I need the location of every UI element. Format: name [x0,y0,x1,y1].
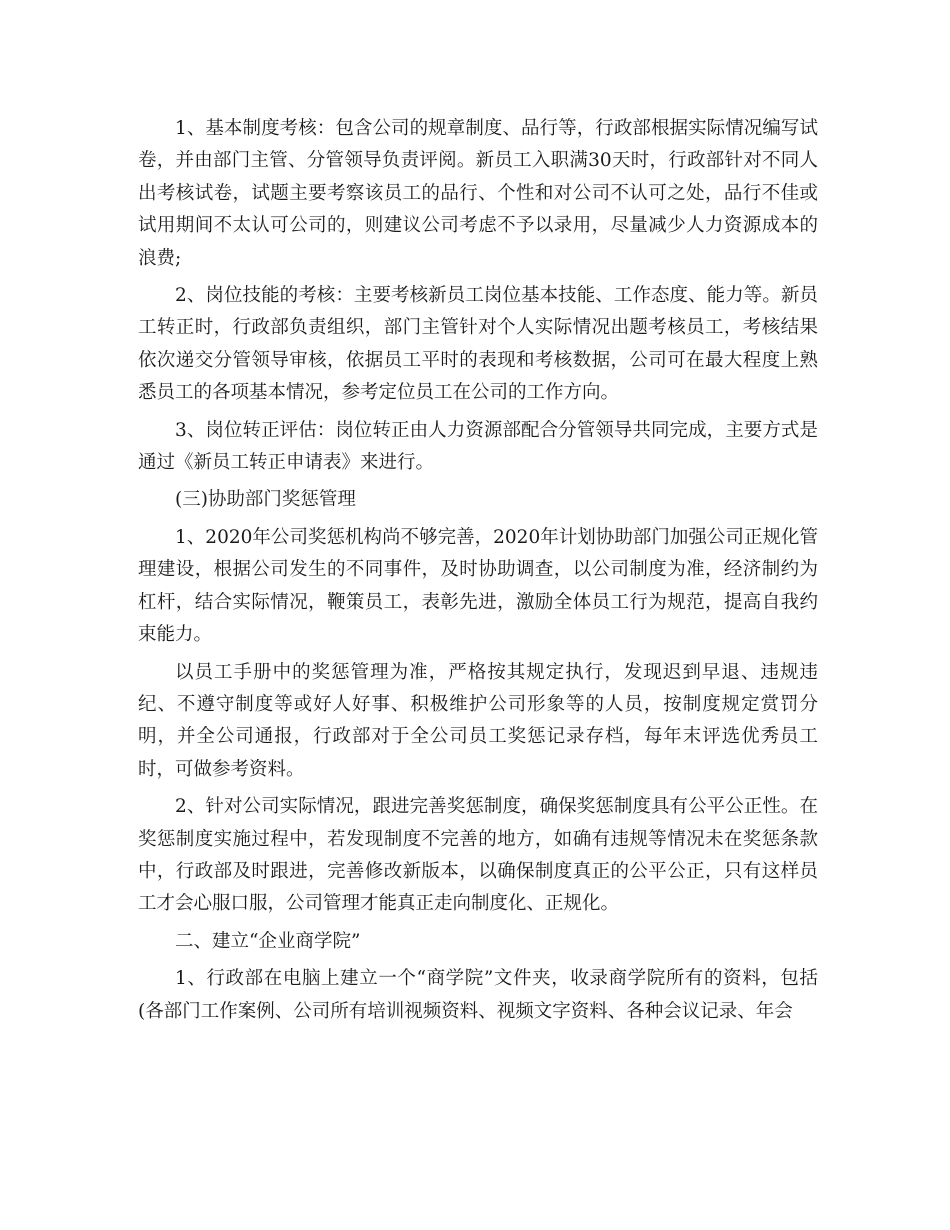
paragraph-basic-system-assessment: 1、基本制度考核：包含公司的规章制度、品行等，行政部根据实际情况编写试卷，并由部门主管、分管领导负责评阅。新员工入职满30天时，行政部针对不同人出考核试卷，试题主要考察该员工的品行、个性和对公司不认可之处，品行不佳或试用期间不太认可公司的，则建议公司考虑不予以录用，尽量减少人力资源成本的浪费; [138,118,818,269]
paragraph-business-school-folder: 1、行政部在电脑上建立一个“商学院”文件夹，收录商学院所有的资料，包括(各部门工作案例、公司所有培训视频资料、视频文字资料、各种会议记录、年会 [138,968,818,1022]
section-heading-business-school: 二、建立“企业商学院” [175,930,361,952]
paragraph-employee-handbook: 以员工手册中的奖惩管理为准，严格按其规定执行，发现迟到早退、违规违纪、不遵守制度等或好人好事、积极维护公司形象等的人员，按制度规定赏罚分明，并全公司通报，行政部对于全公司员工奖惩记录存档，每年末评选优秀员工时，可做参考资料。 [138,661,818,780]
paragraph-job-skill-assessment: 2、岗位技能的考核：主要考核新员工岗位基本技能、工作态度、能力等。新员工转正时，行政部负责组织，部门主管针对个人实际情况出题考核员工，考核结果依次递交分管领导审核，依据员工平时的表现和考核数据，公司可在最大程度上熟悉员工的各项基本情况，参考定位员工在公司的工作方向。 [138,285,818,404]
document-body [138,113,818,1033]
section-heading-reward-punishment: (三)协助部门奖惩管理 [175,489,356,511]
paragraph-reward-punishment-plan: 1、2020年公司奖惩机构尚不够完善，2020年计划协助部门加强公司正规化管理建设，根据公司发生的不同事件，及时协助调查，以公司制度为准，经济制约为杠杆，结合实际情况，鞭策员工，表彰先进，激励全体员工行为规范，提高自我约束能力。 [138,526,818,646]
paragraph-improve-system: 2、针对公司实际情况，跟进完善奖惩制度，确保奖惩制度具有公平公正性。在奖惩制度实施过程中，若发现制度不完善的地方，如确有违规等情况未在奖惩条款中，行政部及时跟进，完善修改新版本，以确保制度真正的公平公正，只有这样员工才会心服口服，公司管理才能真正走向制度化、正规化。 [138,796,818,915]
paragraph-regularization-evaluation: 3、岗位转正评估：岗位转正由人力资源部配合分管领导共同完成，主要方式是通过《新员工转正申请表》来进行。 [138,419,818,474]
